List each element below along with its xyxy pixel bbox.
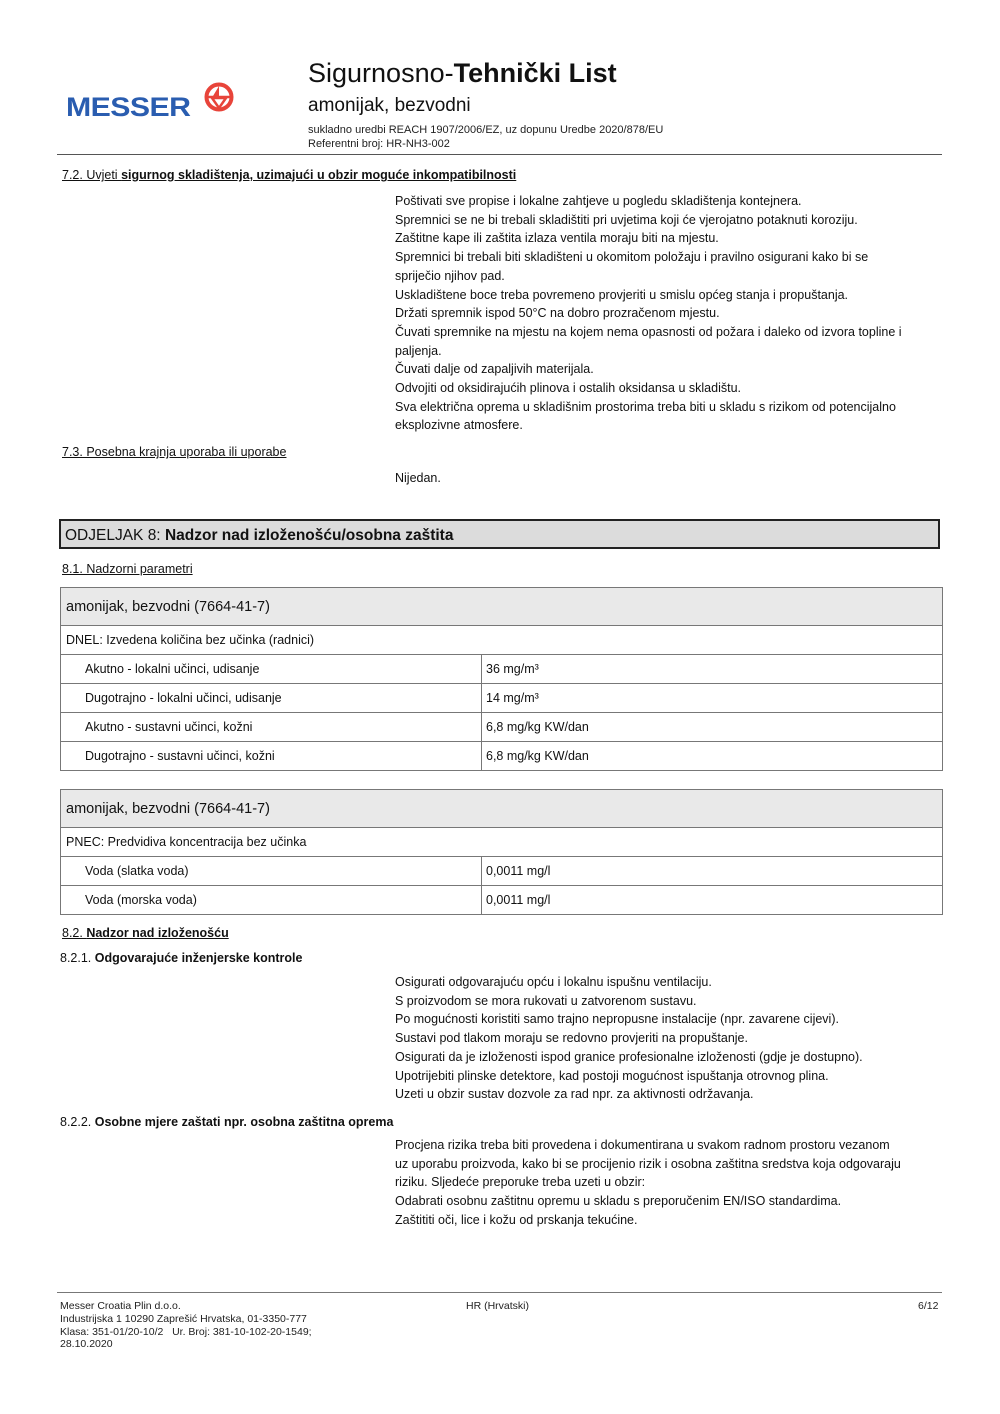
text-line: Poštivati sve propise i lokalne zahtjeve u pogledu skladištenja kontejnera.: [395, 194, 802, 208]
section-8-2-1-text: [395, 973, 955, 1104]
footer-company-info: [60, 1300, 312, 1351]
substance-cell: amonijak, bezvodni (7664-41-7): [61, 588, 943, 626]
messer-logo-mark-icon: [204, 82, 234, 112]
section-prefix: ODJELJAK 8:: [65, 527, 165, 544]
header-divider: [57, 154, 942, 155]
table-row: [61, 742, 943, 771]
regulation-text: sukladno uredbi REACH 1907/2006/EZ, uz dopunu Uredbe 2020/878/EU: [308, 124, 664, 136]
footer-date: 28.10.2020: [60, 1338, 113, 1351]
table-row: [61, 857, 943, 886]
row-value: 14 mg/m³: [482, 684, 943, 713]
text-line: Spremnici se ne bi trebali skladištiti pri uvjetima koji će vjerojatno potaknuti koroziju.: [395, 212, 858, 227]
table-header-row: [61, 588, 943, 626]
row-label: Voda (slatka voda): [61, 857, 482, 886]
title-regular: Sigurnosno-: [308, 58, 454, 88]
section-title: Osobne mjere zaštati npr. osobna zaštitna oprema: [94, 1115, 394, 1129]
text-line: Čuvati spremnike na mjestu na kojem nema opasnosti od požara i daleko od izvora topline i: [395, 324, 902, 339]
footer-language: HR (Hrvatski): [466, 1300, 529, 1312]
text-line: Spremnici bi trebali biti skladišteni u okomitom položaju i pravilno osigurani kako bi se: [395, 250, 869, 265]
text-line: uz uporabu proizvoda, kako bi se procijenio rizik i osobna zaštitna sredstva koja odgovaraju: [395, 1156, 901, 1171]
messer-logo: [66, 82, 236, 126]
text-line: Zaštititi oči, lice i kožu od prskanja tekućine.: [395, 1212, 638, 1227]
section-8-1-heading: 8.1. Nadzorni parametri: [62, 562, 193, 576]
section-number: 7.2. Uvjeti: [62, 168, 122, 182]
text-line: Sva električna oprema u skladišnim prostorima treba biti u skladu s rizikom od potencijalno: [395, 399, 896, 414]
footer-address: Industrijska 1 10290 Zaprešić Hrvatska, 01-3350-777: [60, 1312, 307, 1325]
page-number: 6/12: [918, 1300, 939, 1312]
section-8-2-1-heading: [60, 951, 302, 965]
footer-klasa: Klasa: 351-01/20-10/2 Ur. Broj: 381-10-102-20-1549;: [60, 1325, 312, 1338]
section-number: 8.2.1.: [60, 951, 95, 965]
table-row: [61, 713, 943, 742]
row-value: 6,8 mg/kg KW/dan: [482, 742, 943, 771]
section-title: Odgovarajuće inženjerske kontrole: [94, 951, 303, 965]
text-line: paljenja.: [395, 343, 442, 358]
table-row: [61, 886, 943, 915]
substance-cell: amonijak, bezvodni (7664-41-7): [61, 790, 943, 828]
section-number: 8.2.: [62, 926, 87, 940]
text-line: Odabrati osobnu zaštitnu opremu u skladu s preporučenim EN/ISO standardima.: [395, 1194, 842, 1209]
reference-number: Referentni broj: HR-NH3-002: [308, 138, 450, 150]
text-line: Uskladištene boce treba povremeno provjeriti u smislu općeg stanja i propuštanja.: [395, 287, 849, 302]
footer-divider: [57, 1292, 942, 1293]
section-7-2-heading: [62, 168, 516, 182]
caption-cell: PNEC: Predvidiva koncentracija bez učinka: [61, 828, 943, 857]
text-line: Držati spremnik ispod 50°C na dobro prozračenom mjestu.: [395, 306, 720, 321]
text-line: Sustavi pod tlakom moraju se redovno provjeriti na propuštanje.: [395, 1031, 748, 1046]
document-title: [308, 58, 617, 89]
caption-cell: DNEL: Izvedena količina bez učinka (radnici): [61, 626, 943, 655]
text-line: Po mogućnosti koristiti samo trajno nepropusne instalacije (npr. zavarene cijevi).: [395, 1012, 839, 1027]
row-label: Dugotrajno - lokalni učinci, udisanje: [61, 684, 482, 713]
section-number: 8.2.2.: [60, 1115, 95, 1129]
row-label: Akutno - sustavni učinci, kožni: [61, 713, 482, 742]
dnel-table: [60, 587, 943, 771]
table-row: [61, 684, 943, 713]
text-line: Čuvati dalje od zapaljivih materijala.: [395, 362, 594, 377]
text-line: Odvojiti od oksidirajućih plinova i ostalih oksidansa u skladištu.: [395, 381, 742, 396]
table-caption-row: [61, 828, 943, 857]
row-label: Dugotrajno - sustavni učinci, kožni: [61, 742, 482, 771]
text-line: eksplozivne atmosfere.: [395, 418, 523, 433]
section-7-3-text: Nijedan.: [395, 471, 441, 485]
section-title: Nadzor nad izloženošću: [86, 926, 229, 940]
logo-text: MESSER: [66, 92, 191, 122]
section-8-header: [59, 519, 940, 549]
section-7-3-heading: 7.3. Posebna krajnja uporaba ili uporabe: [62, 445, 287, 459]
text-line: Uzeti u obzir sustav dozvole za rad npr. za aktivnosti održavanja.: [395, 1087, 754, 1102]
table-header-row: [61, 790, 943, 828]
table-caption-row: [61, 626, 943, 655]
row-value: 0,0011 mg/l: [482, 857, 943, 886]
row-value: 36 mg/m³: [482, 655, 943, 684]
text-line: Osigurati odgovarajuću opću i lokalnu ispušnu ventilaciju.: [395, 975, 712, 989]
product-name: amonijak, bezvodni: [308, 95, 471, 116]
footer-company: Messer Croatia Plin d.o.o.: [60, 1300, 181, 1312]
document-meta: [308, 123, 663, 151]
text-line: spriječio njihov pad.: [395, 268, 505, 283]
section-8-2-2-text: [395, 1136, 955, 1230]
row-label: Voda (morska voda): [61, 886, 482, 915]
section-8-2-2-heading: [60, 1115, 393, 1129]
text-line: S proizvodom se mora rukovati u zatvorenom sustavu.: [395, 993, 697, 1008]
row-label: Akutno - lokalni učinci, udisanje: [61, 655, 482, 684]
title-bold: Tehnički List: [453, 58, 617, 88]
table-row: [61, 655, 943, 684]
section-8-2-heading: [62, 926, 229, 940]
text-line: Osigurati da je izloženosti ispod granice profesionalne izloženosti (gdje je dostupno).: [395, 1049, 863, 1064]
section-7-2-text: [395, 192, 955, 435]
row-value: 6,8 mg/kg KW/dan: [482, 713, 943, 742]
text-line: riziku. Sljedeće preporuke treba uzeti u obzir:: [395, 1175, 646, 1190]
section-title: sigurnog skladištenja, uzimajući u obzir moguće inkompatibilnosti: [121, 168, 517, 182]
row-value: 0,0011 mg/l: [482, 886, 943, 915]
text-line: Procjena rizika treba biti provedena i dokumentirana u svakom radnom prostoru vezanom: [395, 1138, 890, 1152]
pnec-table: [60, 789, 943, 915]
section-title: Nadzor nad izloženošću/osobna zaštita: [164, 527, 454, 544]
text-line: Upotrijebiti plinske detektore, kad postoji mogućnost ispuštanja otrovnog plina.: [395, 1068, 829, 1083]
text-line: Zaštitne kape ili zaštita izlaza ventila moraju biti na mjestu.: [395, 231, 719, 246]
